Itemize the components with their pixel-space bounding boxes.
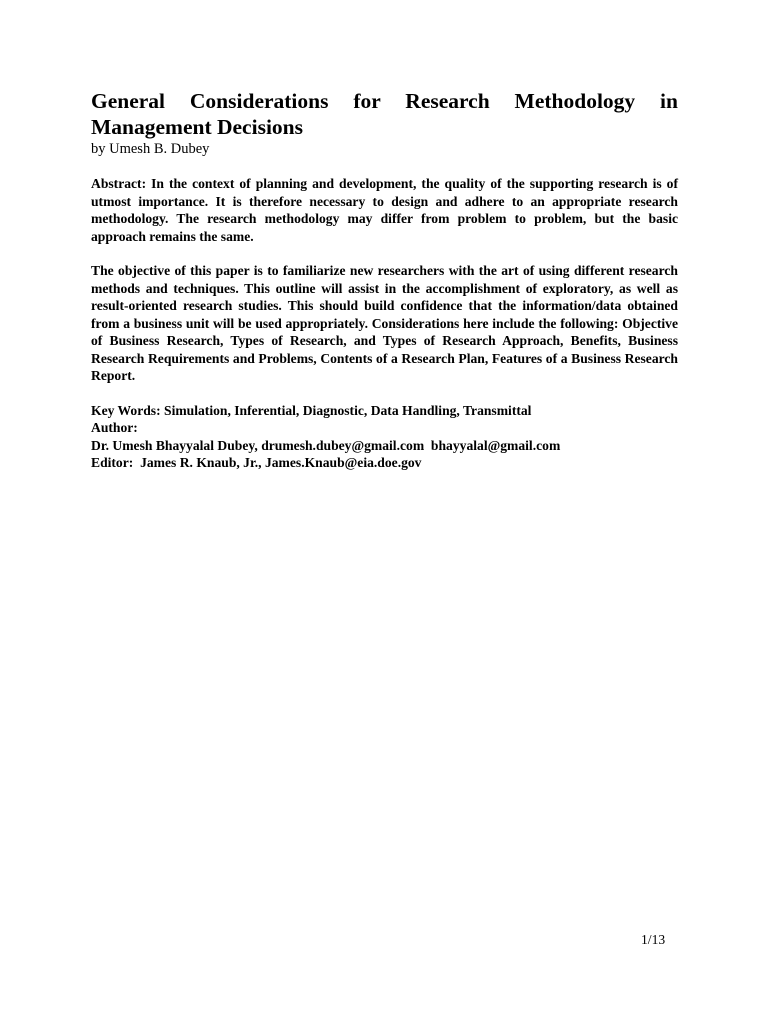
- spacer: [91, 245, 678, 262]
- author-label: Author:: [91, 420, 138, 435]
- author-line: Dr. Umesh Bhayyalal Dubey, drumesh.dubey@gmail.com bhayyalal@gmail.com: [91, 437, 561, 453]
- paper-title-line-1: General Considerations for Research Methodology in: [91, 89, 678, 113]
- paper-title: [91, 88, 678, 140]
- spacer: [91, 385, 678, 402]
- abstract-paragraph: Abstract: In the context of planning and development, the quality of the supporting research is of utmost importance. It is therefore necessary to design and adhere to an appropriate research methodology. The research methodology may differ from problem to problem, but the basic approach remains the same.: [91, 176, 678, 244]
- spacer: [91, 158, 678, 175]
- page-content: [91, 88, 678, 472]
- paper-title-line-2: Management Decisions: [91, 115, 303, 139]
- byline: by Umesh B. Dubey: [91, 141, 210, 157]
- page-number: 1/13: [641, 932, 666, 947]
- objective-paragraph: The objective of this paper is to familiarize new researchers with the art of using different research methods and techniques. This outline will assist in the accomplishment of exploratory, as well as result-oriented research studies. This should build confidence that the information/data obtained from a business unit will be used appropriately. Considerations here include the following: Objective of Business Research, Types of Research, and Types of Research Approach, Benefits, Business Research Requirements and Problems, Contents of a Research Plan, Features of a Business Research Report.: [91, 263, 678, 383]
- editor-line: Editor: James R. Knaub, Jr., James.Knaub@eia.doe.gov: [91, 455, 422, 470]
- keywords: Key Words: Simulation, Inferential, Diagnostic, Data Handling, Transmittal: [91, 402, 532, 418]
